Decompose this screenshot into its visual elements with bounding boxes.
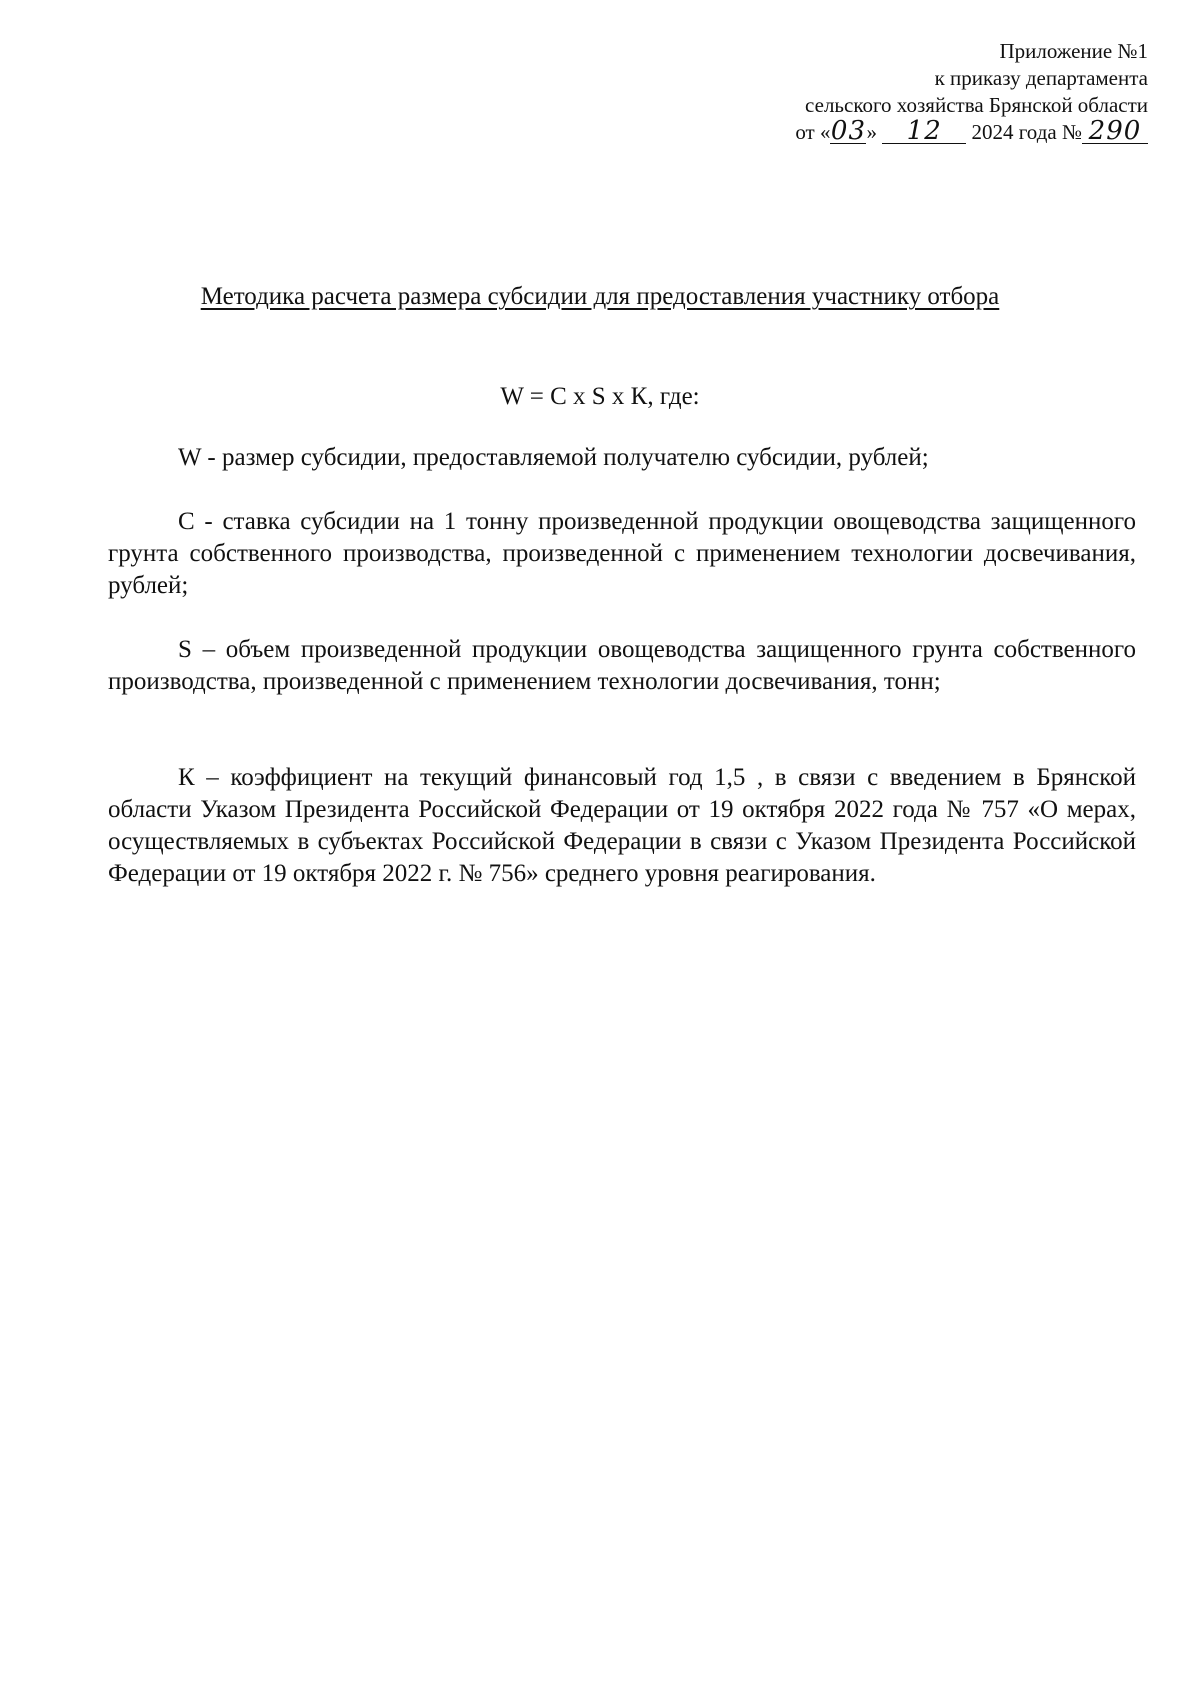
handwritten-order-number: 290 [1082,119,1148,144]
date-suffix: 2024 года № [971,120,1082,144]
date-prefix: от « [795,120,831,144]
appendix-header [628,38,1148,146]
definition-c: С - ставка субсидии на 1 тонну произведенной продукции овощеводства защищенного грунта собственного производства, произведенной с применением технологии досвечивания, рублей; [108,508,1136,599]
document-title: Методика расчета размера субсидии для предоставления участнику отбора [200,283,1000,310]
order-reference: к приказу департамента [934,66,1148,90]
definition-s: S – объем произведенной продукции овощеводства защищенного грунта собственного производства, произведенной с применением технологии досвечивания, тонн; [108,636,1136,695]
department-name: сельского хозяйства Брянской области [805,93,1148,117]
handwritten-day: 03 [830,116,867,146]
definition-k: К – коэффициент на текущий финансовый год 1,5 , в связи с введением в Брянской области Указом Президента Российской Федерации от 19 октября 2022 года № 757 «О мерах, осуществляемых в субъектах Российской Федерации в связи с Указом Президента Российской Федерации от 19 октября 2022 г. № 756» среднего уровня реагирования. [108,764,1136,887]
order-date-line [628,116,1148,146]
definition-w: W - размер субсидии, предоставляемой получателю субсидии, рублей; [178,444,929,471]
appendix-label: Приложение №1 [999,39,1148,63]
document-title-block [0,282,1200,312]
handwritten-month: 12 [882,119,966,144]
formula: W = C x S x К, где: [500,383,700,410]
date-mid: » [866,120,877,144]
